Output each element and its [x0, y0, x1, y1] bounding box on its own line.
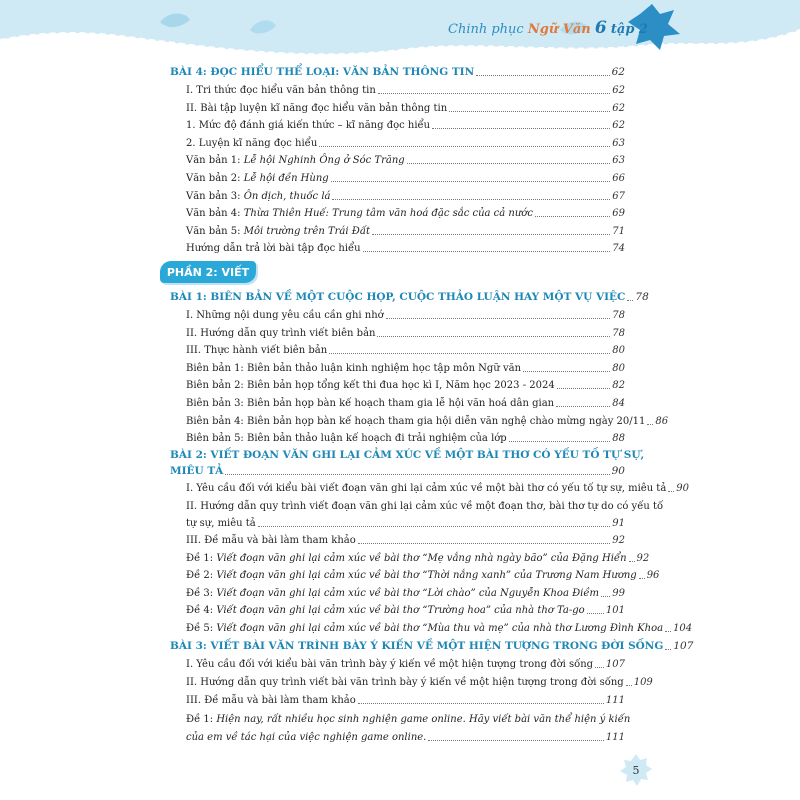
item-prefix: Biên bản 3: Biên bản họp bàn kế hoạch tham gia lễ hội văn hoá dân gian	[186, 398, 555, 409]
item-prefix: 2. Luyện kĩ năng đọc hiểu	[186, 138, 318, 149]
item-text	[186, 552, 627, 565]
item-italic: Viết đoạn văn ghi lại cảm xúc về bài thơ “Thời nắng xanh” của Trương Nam Hương	[216, 570, 637, 581]
leader-dots	[523, 371, 610, 372]
page-ref: 69	[612, 208, 625, 219]
toc-item[interactable]	[186, 119, 625, 132]
leader-dots	[358, 703, 604, 704]
toc-item[interactable]	[186, 432, 625, 445]
leader-dots	[428, 740, 604, 741]
heading-text: BÀI 4: ĐỌC HIỂU THỂ LOẠI: VĂN BẢN THÔNG TIN	[170, 66, 475, 78]
toc-item[interactable]	[186, 658, 625, 671]
page-ref: 78	[635, 291, 649, 303]
page-ref: 82	[612, 380, 625, 391]
item-prefix: I. Những nội dung yêu cầu cần ghi nhớ	[186, 310, 384, 321]
page-ref: 71	[612, 226, 625, 237]
header-wave-decoration	[0, 0, 800, 58]
toc-item-line1[interactable]	[186, 713, 630, 726]
item-italic: Môi trường trên Trái Đất	[243, 226, 370, 237]
leader-dots	[329, 353, 610, 354]
item-italic: Viết đoạn văn ghi lại cảm xúc về bài thơ “Mẹ vắng nhà ngày bão” của Đặng Hiển	[216, 553, 627, 564]
toc-item[interactable]	[186, 397, 625, 410]
page-ref: 88	[612, 433, 625, 444]
page-ref: 101	[605, 605, 625, 616]
leader-dots	[665, 631, 671, 632]
page-ref: 90	[676, 483, 690, 494]
item-prefix: Đề 2:	[186, 570, 217, 581]
item-text	[186, 569, 637, 582]
item-prefix: I. Tri thức đọc hiểu văn bản thông tin	[186, 85, 376, 96]
item-prefix: III. Thực hành viết biên bản	[186, 345, 328, 356]
item-prefix: Biên bản 4: Biên bản họp bàn kế hoạch tham gia hội diễn văn nghệ chào mừng ngày 20/11	[186, 416, 646, 427]
toc-heading-bai2-line2[interactable]	[170, 465, 625, 478]
page-ref: 107	[673, 640, 694, 652]
toc-item[interactable]	[186, 84, 625, 97]
toc-item[interactable]	[186, 604, 625, 617]
page-ref: 62	[612, 103, 625, 114]
page-ref: 99	[612, 588, 625, 599]
page-ref: 74	[612, 243, 625, 254]
page-header	[0, 0, 800, 58]
leader-dots	[668, 491, 674, 492]
item-prefix: I. Yêu cầu đối với kiểu bài văn trình bày ý kiến về một hiện tượng trong đời sống	[186, 659, 594, 670]
leader-dots	[595, 667, 604, 668]
leader-dots	[557, 388, 611, 389]
item-italic: Hiện nay, rất nhiều học sinh nghiện game online. Hãy viết bài văn thể hiện ý kiến	[216, 714, 631, 725]
item-italic: Viết đoạn văn ghi lại cảm xúc về bài thơ “Trường hoa” của nhà thơ Ta-go	[216, 605, 585, 616]
toc-item[interactable]	[186, 102, 625, 115]
toc-heading-bai1-bien-ban[interactable]	[170, 291, 649, 304]
page-number: 5	[632, 763, 640, 777]
toc-item[interactable]	[186, 694, 625, 707]
item-italic: Viết đoạn văn ghi lại cảm xúc về bài thơ “Mùa thu và mẹ” của nhà thơ Lương Đình Khoa	[216, 623, 664, 634]
leader-dots	[535, 216, 610, 217]
page-ref: 111	[605, 695, 625, 706]
item-prefix: Biên bản 2: Biên bản họp tổng kết thi đua học kì I, Năm học 2023 - 2024	[186, 380, 555, 391]
leader-dots	[647, 424, 653, 425]
item-prefix: Văn bản 4:	[186, 208, 244, 219]
page-ref: 67	[612, 191, 625, 202]
toc-item[interactable]	[186, 190, 625, 203]
leader-dots	[449, 111, 610, 112]
page-ref: 63	[612, 155, 625, 166]
toc-item[interactable]	[186, 309, 625, 322]
item-prefix: Đề 5:	[186, 623, 217, 634]
book-title	[448, 18, 648, 38]
toc-item[interactable]	[186, 415, 669, 428]
item-text: I. Yêu cầu đối với kiểu bài viết đoạn văn ghi lại cảm xúc về một bài thơ có yếu tố tự sự, miêu tả	[186, 483, 667, 494]
item-prefix: Văn bản 5:	[186, 226, 244, 237]
toc-item[interactable]	[186, 172, 625, 185]
toc-item[interactable]	[186, 327, 625, 340]
item-text	[186, 154, 405, 167]
item-text	[186, 137, 317, 150]
leader-dots	[258, 526, 611, 527]
toc-item-line2[interactable]	[186, 731, 625, 744]
item-text: của em về tác hại của việc nghiện game online.	[186, 732, 427, 743]
leader-dots	[665, 649, 671, 650]
toc-item[interactable]	[186, 207, 625, 220]
toc-item[interactable]	[186, 676, 653, 689]
page-ref: 62	[611, 66, 625, 78]
item-text	[186, 658, 593, 671]
title-volume: tập 2	[610, 22, 648, 37]
leader-dots	[407, 163, 611, 164]
item-prefix: Văn bản 2:	[186, 173, 244, 184]
item-text	[186, 84, 376, 97]
leader-dots	[378, 93, 610, 94]
toc-heading-bai2-line1[interactable]: BÀI 2: VIẾT ĐOẠN VĂN GHI LẠI CẢM XÚC VỀ MỘT BÀI THƠ CÓ YẾU TỐ TỰ SỰ,	[170, 449, 645, 461]
toc-item[interactable]	[186, 569, 660, 582]
item-text	[186, 344, 327, 357]
item-text	[186, 327, 375, 340]
item-text	[186, 379, 555, 392]
page-ref: 78	[612, 310, 625, 321]
toc-item[interactable]	[186, 534, 625, 547]
item-prefix: Văn bản 1:	[186, 155, 244, 166]
page-ref: 80	[612, 345, 625, 356]
page-ref: 104	[673, 623, 693, 634]
leader-dots	[601, 596, 610, 597]
leader-dots	[432, 128, 610, 129]
item-prefix: Biên bản 1: Biên bản thảo luận kinh nghiệm học tập môn Ngữ văn	[186, 363, 522, 374]
leader-dots	[363, 251, 611, 252]
item-text	[186, 694, 356, 707]
leader-dots	[587, 613, 604, 614]
toc-item[interactable]	[186, 344, 625, 357]
toc-item[interactable]	[186, 552, 650, 565]
page-ref: 109	[633, 677, 653, 688]
heading-text: BÀI 3: VIẾT BÀI VĂN TRÌNH BÀY Ý KIẾN VỀ MỘT HIỆN TƯỢNG TRONG ĐỜI SỐNG	[170, 640, 664, 652]
leader-dots	[319, 146, 610, 147]
leader-dots	[629, 561, 635, 562]
item-prefix: III. Đề mẫu và bài làm tham khảo	[186, 695, 356, 706]
toc-item[interactable]	[186, 622, 693, 635]
item-text	[186, 534, 356, 547]
item-prefix: Đề 3:	[186, 588, 217, 599]
toc-heading-bai4-doc-hieu[interactable]	[170, 66, 625, 79]
title-book: Ngữ Văn	[527, 22, 591, 37]
leader-dots	[386, 318, 611, 319]
toc-item-line1[interactable]: II. Hướng dẫn quy trình viết đoạn văn ghi lại cảm xúc về một đoạn thơ, bài thơ tự do có yếu tố	[186, 501, 664, 512]
item-prefix: II. Hướng dẫn quy trình viết biên bản	[186, 328, 376, 339]
item-text	[186, 190, 330, 203]
page-ref: 91	[612, 518, 625, 529]
page-ref: 62	[612, 85, 625, 96]
leader-dots	[332, 199, 610, 200]
item-text	[186, 397, 554, 410]
item-prefix: III. Đề mẫu và bài làm tham khảo	[186, 535, 356, 546]
item-text	[186, 362, 521, 375]
page-ref: 111	[605, 732, 625, 743]
toc-item[interactable]	[186, 362, 625, 375]
page-ref: 63	[612, 138, 625, 149]
toc-heading-bai3-trinh-bay[interactable]	[170, 640, 694, 653]
item-text	[186, 309, 384, 322]
page-ref: 62	[612, 120, 625, 131]
page-ref: 84	[612, 398, 625, 409]
item-text	[186, 172, 329, 185]
item-prefix: II. Hướng dẫn quy trình viết bài văn trình bày ý kiến về một hiện tượng trong đời sống	[186, 677, 624, 688]
leader-dots	[556, 406, 610, 407]
page-ref: 80	[612, 363, 625, 374]
leader-dots	[626, 685, 632, 686]
leader-dots	[358, 543, 611, 544]
page-ref: 92	[612, 535, 625, 546]
item-text	[186, 676, 624, 689]
toc-item[interactable]	[186, 587, 625, 600]
item-text	[186, 587, 599, 600]
item-text	[186, 102, 447, 115]
leader-dots	[627, 300, 633, 301]
item-italic: Viết đoạn văn ghi lại cảm xúc về bài thơ “Lời chào” của Nguyễn Khoa Điềm	[216, 588, 599, 599]
leader-dots	[476, 75, 609, 76]
toc-item[interactable]	[186, 137, 625, 150]
toc-item[interactable]	[186, 154, 625, 167]
leader-dots	[331, 181, 611, 182]
page-ref: 92	[636, 553, 650, 564]
page-ref: 107	[605, 659, 625, 670]
item-prefix: 1. Mức độ đánh giá kiến thức – kĩ năng đọc hiểu	[186, 120, 431, 131]
section-badge-phan2: PHẦN 2: VIẾT	[160, 261, 256, 283]
item-prefix: Đề 1:	[186, 714, 217, 725]
title-grade: 6	[594, 18, 607, 38]
item-prefix: II. Bài tập luyện kĩ năng đọc hiểu văn bản thông tin	[186, 103, 448, 114]
heading-text: MIÊU TẢ	[170, 465, 224, 477]
toc-item[interactable]	[186, 242, 625, 255]
page-ref: 96	[646, 570, 660, 581]
title-prefix: Chinh phục	[448, 22, 528, 37]
page-ref: 86	[655, 416, 669, 427]
item-prefix: Biên bản 5: Biên bản thảo luận kế hoạch đi trải nghiệm của lớp	[186, 433, 507, 444]
item-prefix: Hướng dẫn trả lời bài tập đọc hiểu	[186, 243, 361, 254]
heading-text: BÀI 1: BIÊN BẢN VỀ MỘT CUỘC HỌP, CUỘC THẢO LUẬN HAY MỘT VỤ VIỆC	[170, 291, 626, 303]
leader-dots	[639, 578, 645, 579]
item-text	[186, 415, 645, 428]
item-italic: Lễ hội đền Hùng	[243, 173, 329, 184]
item-text	[186, 432, 507, 445]
item-prefix: Đề 4:	[186, 605, 217, 616]
leader-dots	[377, 336, 610, 337]
item-text	[186, 207, 533, 220]
item-prefix: Văn bản 3:	[186, 191, 244, 202]
toc-item[interactable]	[186, 225, 625, 238]
toc-item[interactable]	[186, 379, 625, 392]
toc-item[interactable]	[186, 482, 690, 495]
page-ref: 78	[612, 328, 625, 339]
item-text	[186, 119, 430, 132]
item-prefix: Đề 1:	[186, 553, 217, 564]
leader-dots	[509, 441, 611, 442]
item-text: tự sự, miêu tả	[186, 518, 256, 529]
item-italic: Lễ hội Nghinh Ông ở Sóc Trăng	[243, 155, 405, 166]
item-text	[186, 225, 370, 238]
item-italic: Thừa Thiên Huế: Trung tâm văn hoá đặc sắc của cả nước	[243, 208, 533, 219]
leader-dots	[225, 474, 609, 475]
item-text	[186, 622, 663, 635]
leader-dots	[372, 234, 610, 235]
page-ref: 90	[611, 465, 625, 477]
page-ref: 66	[612, 173, 625, 184]
toc-item-line2[interactable]	[186, 517, 625, 530]
item-text	[186, 604, 585, 617]
item-italic: Ôn dịch, thuốc lá	[243, 191, 331, 202]
item-text	[186, 242, 361, 255]
